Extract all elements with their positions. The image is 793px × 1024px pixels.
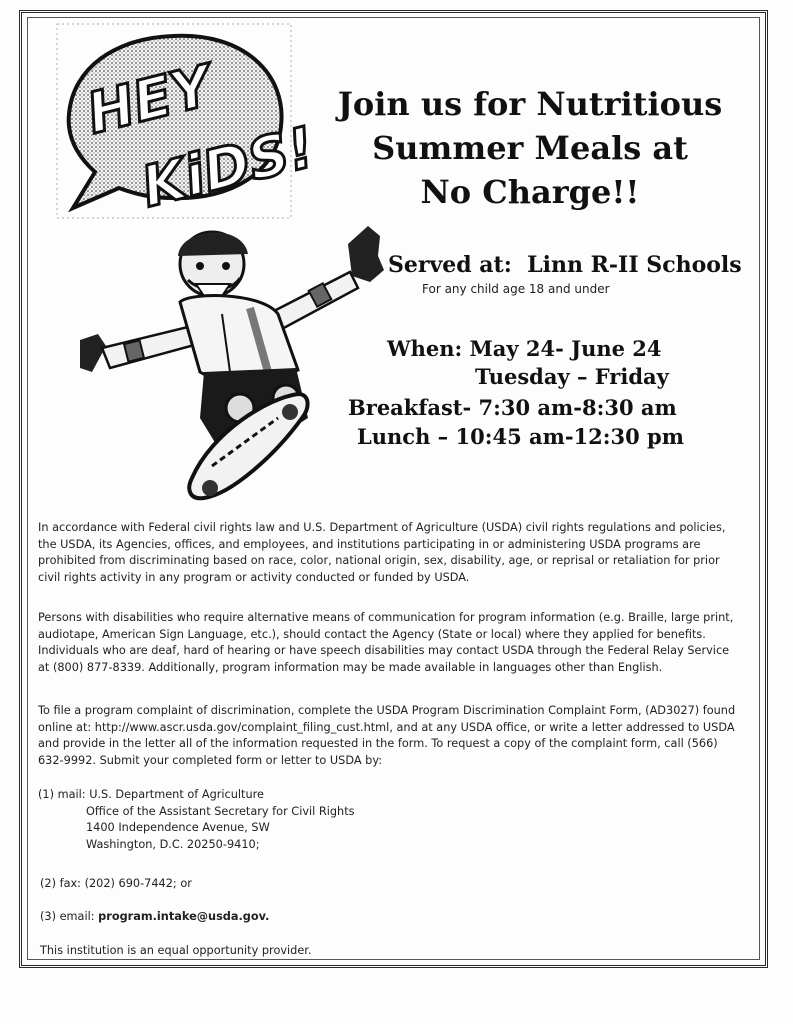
schedule-lunch: Lunch – 10:45 am-12:30 pm xyxy=(357,424,684,449)
hey-kids-speech-bubble xyxy=(55,22,321,221)
headline xyxy=(330,82,730,214)
complaint-paragraph xyxy=(38,703,744,769)
accessibility-text: Persons with disabilities who require alternative means of communication for program information (e.g. Braille, large print, audiotape, American Sign Language, etc.), should contact the Agency (State or local) where they applied for benefits. Individuals who are deaf, hard of hearing or have speech disabilities may contact USDA through the Federal Relay Service at (800) 877-8339. Additionally, program information may be made available in languages other than English. xyxy=(38,611,734,674)
served-at-line xyxy=(388,252,742,278)
mail-office: Office of the Assistant Secretary for Civil Rights xyxy=(86,804,355,818)
schedule-days: Tuesday – Friday xyxy=(475,364,669,389)
equal-opportunity-statement: This institution is an equal opportunity provider. xyxy=(40,944,312,957)
email-address: program.intake@usda.gov. xyxy=(98,910,270,923)
badge-kids-text: KiDS! xyxy=(135,115,321,221)
schedule-dates: When: May 24- June 24 xyxy=(387,336,662,361)
served-at-label: Served at: xyxy=(388,252,512,278)
headline-line-2: Summer Meals at xyxy=(372,129,688,167)
fax-line: (2) fax: (202) 690-7442; or xyxy=(40,877,192,890)
age-eligibility-note: For any child age 18 and under xyxy=(422,282,610,296)
nondiscrimination-text: In accordance with Federal civil rights law and U.S. Department of Agriculture (USDA) civil rights regulations and policies, the USDA, its Agencies, offices, and employees, and institutions participating in or administering USDA programs are prohibited from discriminating based on race, color, national origin, sex, disability, age, or reprisal or retaliation for prior civil rights activity in any program or activity conducted or funded by USDA. xyxy=(38,521,726,584)
badge-hey-text: HEY xyxy=(80,53,219,148)
headline-line-3: No Charge!! xyxy=(420,173,640,211)
email-label: (3) email: xyxy=(40,910,95,923)
accessibility-paragraph xyxy=(38,610,744,676)
mail-address-block xyxy=(38,787,355,853)
skateboarding-kid-illustration xyxy=(72,222,392,510)
headline-line-1: Join us for Nutritious xyxy=(337,85,723,123)
served-at-place: Linn R-II Schools xyxy=(527,252,742,278)
complaint-text: To file a program complaint of discrimination, complete the USDA Program Discrimination Complaint Form, (AD3027) found online at: http://www.ascr.usda.gov/complaint_filing_cust.html, and at any USDA office, or write a letter addressed to USDA and provide in the letter all of the information requested in the form. To request a copy of the complaint form, call (566) 632-9992. Submit your completed form or letter to USDA by: xyxy=(38,704,736,767)
mail-label: (1) mail: U.S. Department of Agriculture xyxy=(38,788,264,801)
schedule-breakfast: Breakfast- 7:30 am-8:30 am xyxy=(348,395,677,420)
mail-street: 1400 Independence Avenue, SW xyxy=(86,821,270,835)
email-line xyxy=(40,910,269,923)
nondiscrimination-paragraph xyxy=(38,520,744,586)
mail-city: Washington, D.C. 20250-9410; xyxy=(86,837,260,851)
